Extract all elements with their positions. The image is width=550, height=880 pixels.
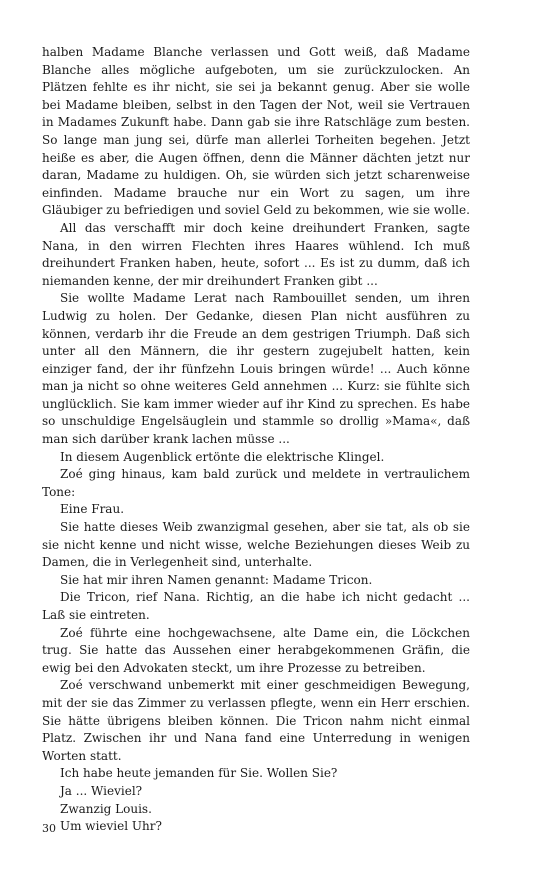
paragraph-3: Sie wollte Madame Lerat nach Rambouillet senden, um ihren Ludwig zu holen. Der Gedanke, diesen Plan nicht ausführen zu können, verdarb ihr die Freude an dem gestrigen Triumph. Daß sich unter all den Männern, die ihr gestern zugejubelt hatten, kein einziger fand, der ihr fünfzehn Louis bringen würde! ... Auch könne man ja nicht so ohne weiteres Geld annehmen ... Kurz: sie fühlte sich unglücklich. Sie kam immer wieder auf ihr Kind zu sprechen. Es habe so unschuldige Engelsäuglein und stammle so drollig »Mama«, daß man sich darüber krank lachen müsse ... (42, 291, 470, 447)
paragraph-8: Sie hat mir ihren Namen genannt: Madame Tricon. (60, 572, 373, 587)
paragraph-13: Ja ... Wieviel? (60, 783, 143, 798)
paragraph-10: Zoé führte eine hochgewachsene, alte Dame ein, die Löckchen trug. Sie hatte das Aussehen einer herabgekommenen Gräfin, die ewig bei den Advokaten steckt, um ihre Prozesse zu betreiben. (42, 625, 470, 675)
paragraph-7: Sie hatte dieses Weib zwanzigmal gesehen, aber sie tat, als ob sie sie nicht kenne und nicht wisse, welche Beziehungen dieses Weib zu Damen, die in Verlegenheit sind, unterhalte. (42, 520, 470, 570)
page-number: 30 (42, 822, 56, 835)
book-page-text (42, 44, 470, 836)
paragraph-11: Zoé verschwand unbemerkt mit einer geschmeidigen Bewegung, mit der sie das Zimmer zu verlassen pflegte, wenn ein Herr erschien. Sie hätte übrigens bleiben können. Die Tricon nahm nicht einmal Platz. Zwischen ihr und Nana fand eine Unterredung in wenigen Worten statt. (42, 678, 470, 763)
paragraph-9: Die Tricon, rief Nana. Richtig, an die habe ich nicht gedacht ... Laß sie eintreten. (42, 590, 470, 622)
paragraph-15: Um wieviel Uhr? (60, 819, 162, 834)
paragraph-4: In diesem Augenblick ertönte die elektrische Klingel. (60, 449, 385, 464)
paragraph-14: Zwanzig Louis. (60, 801, 152, 816)
paragraph-6: Eine Frau. (60, 502, 125, 517)
paragraph-12: Ich habe heute jemanden für Sie. Wollen Sie? (60, 766, 338, 781)
paragraph-2: All das verschafft mir doch keine dreihundert Franken, sagte Nana, in den wirren Flechten ihres Haares wühlend. Ich muß dreihundert Franken haben, heute, sofort ... Es ist zu dumm, daß ich niemanden kenne, der mir dreihundert Franken gibt ... (42, 220, 470, 288)
paragraph-5: Zoé ging hinaus, kam bald zurück und meldete in vertraulichem Tone: (42, 467, 470, 499)
paragraph-1: halben Madame Blanche verlassen und Gott weiß, daß Madame Blanche alles mögliche aufgeboten, um sie zurückzulocken. An Plätzen fehlte es ihr nicht, sie sei ja bekannt genug. Aber sie wolle bei Madame bleiben, selbst in den Tagen der Not, weil sie Vertrauen in Madames Zukunft habe. Dann gab sie ihre Ratschläge zum besten. So lange man jung sei, dürfe man allerlei Torheiten begehen. Jetzt heiße es aber, die Augen öffnen, denn die Männer dächten jetzt nur daran, Madame zu huldigen. Oh, sie würden sich jetzt scharenweise einfinden. Madame brauche nur ein Wort zu sagen, um ihre Gläubiger zu befriedigen und soviel Geld zu bekommen, wie sie wolle. (42, 45, 470, 218)
